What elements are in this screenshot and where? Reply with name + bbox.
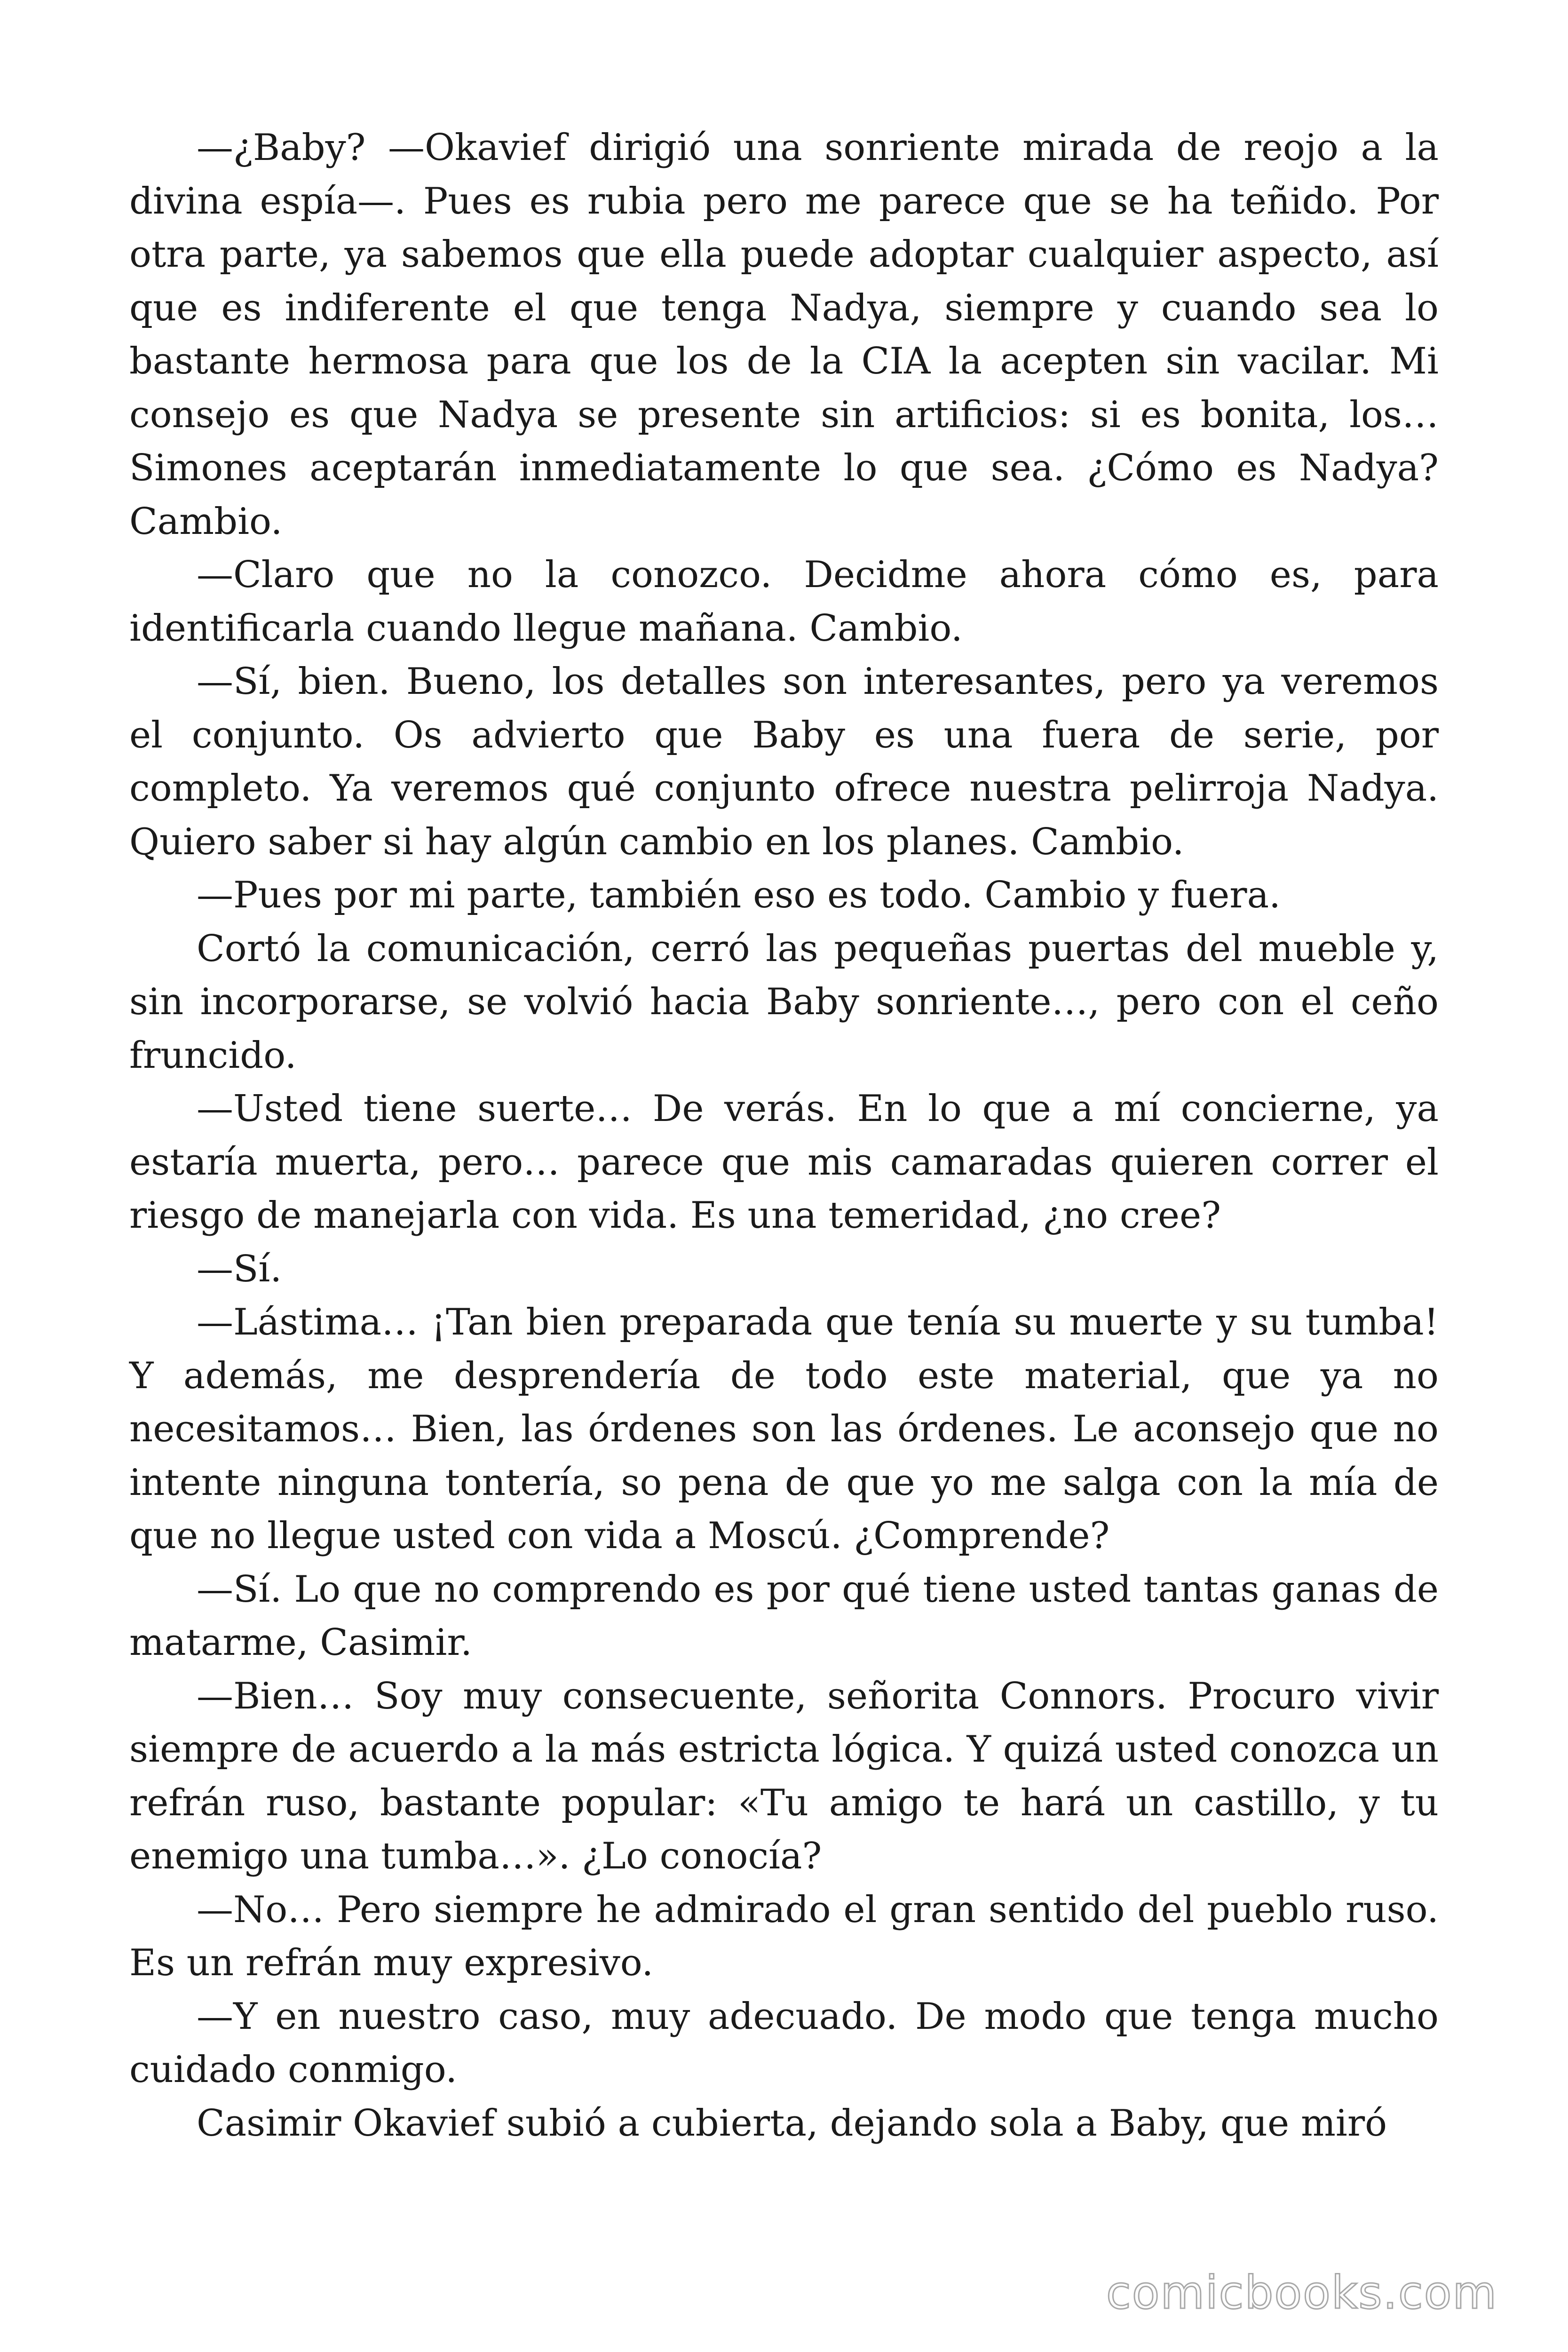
watermark: comicbooks.com: [1106, 2266, 1497, 2319]
paragraph-13: Casimir Okavief subió a cubierta, dejando sola a Baby, que miró: [197, 2102, 1387, 2145]
paragraph-2: —Claro que no la conozco. Decidme ahora cómo es, para identificarla cuando llegue mañana. Cambio.: [129, 554, 1439, 650]
paragraph-8: —Lástima… ¡Tan bien preparada que tenía su muerte y su tumba! Y además, me desprendería de todo este material, que ya no necesitamos… Bien, las órdenes son las órdenes. Le aconsejo que no intente ninguna tontería, so pena de que yo me salga con la mía de que no llegue usted con vida a Moscú. ¿Comprende?: [129, 1301, 1439, 1557]
paragraph-10: —Bien… Soy muy consecuente, señorita Connors. Procuro vivir siempre de acuerdo a la más estricta lógica. Y quizá usted conozca un refrán ruso, bastante popular: «Tu amigo te hará un castillo, y tu enemigo una tumba…». ¿Lo conocía?: [129, 1675, 1439, 1877]
paragraph-6: —Usted tiene suerte… De verás. En lo que a mí concierne, ya estaría muerta, pero… parece que mis camaradas quieren correr el riesgo de manejarla con vida. Es una temeridad, ¿no cree?: [129, 1088, 1439, 1237]
paragraph-5: Cortó la comunicación, cerró las pequeñas puertas del mueble y, sin incorporarse, se volvió hacia Baby sonriente…, pero con el ceño fruncido.: [129, 927, 1439, 1077]
body-text: [129, 121, 1439, 2150]
paragraph-7: —Sí.: [197, 1248, 282, 1290]
paragraph-12: —Y en nuestro caso, muy adecuado. De modo que tenga mucho cuidado conmigo.: [129, 1995, 1439, 2091]
paragraph-11: —No… Pero siempre he admirado el gran sentido del pueblo ruso. Es un refrán muy expresivo.: [129, 1888, 1439, 1984]
paragraph-3: —Sí, bien. Bueno, los detalles son interesantes, pero ya veremos el conjunto. Os advierto que Baby es una fuera de serie, por completo. Ya veremos qué conjunto ofrece nuestra pelirroja Nadya. Quiero saber si hay algún cambio en los planes. Cambio.: [129, 660, 1439, 863]
paragraph-9: —Sí. Lo que no comprendo es por qué tiene usted tantas ganas de matarme, Casimir.: [129, 1568, 1439, 1664]
paragraph-4: —Pues por mi parte, también eso es todo. Cambio y fuera.: [197, 874, 1281, 916]
paragraph-1: —¿Baby? —Okavief dirigió una sonriente mirada de reojo a la divina espía—. Pues es rubia pero me parece que se ha teñido. Por otra parte, ya sabemos que ella puede adoptar cualquier aspecto, así que es indiferente el que tenga Nadya, siempre y cuando sea lo bastante hermosa para que los de la CIA la acepten sin vacilar. Mi consejo es que Nadya se presente sin artificios: si es bonita, los… Simones aceptarán inmediatamente lo que sea. ¿Cómo es Nadya? Cambio.: [129, 127, 1439, 543]
